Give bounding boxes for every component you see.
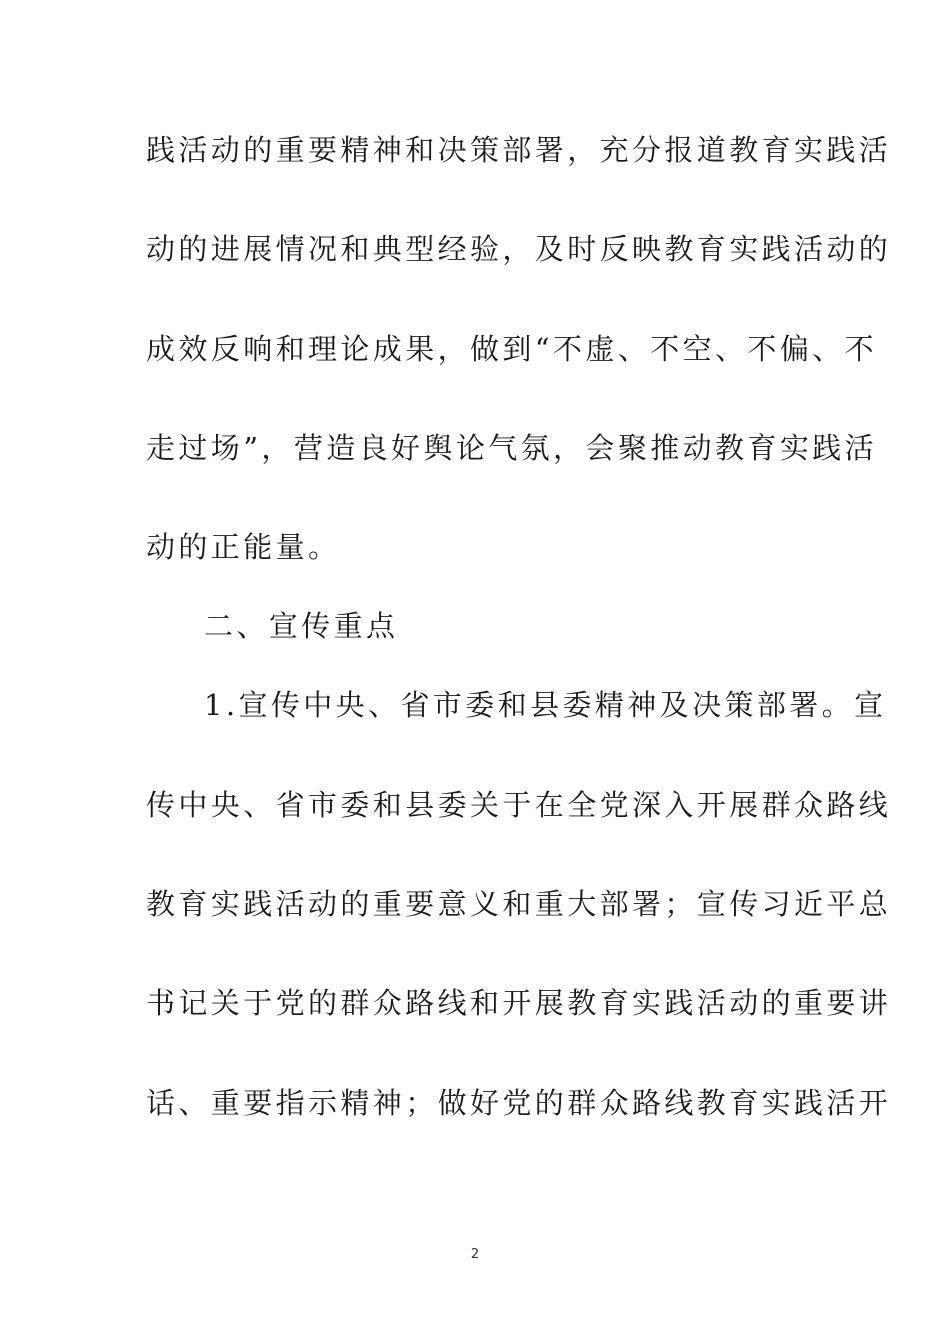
body-text-line: 书记关于党的群众路线和开展教育实践活动的重要讲 (146, 986, 892, 1020)
body-text-line: 话、重要指示精神；做好党的群众路线教育实践活开 (146, 1086, 892, 1120)
numbered-item-heading: 1.宣传中央、省市委和县委精神及决策部署。宣 (204, 688, 887, 722)
body-text-line: 成效反响和理论成果，做到“不虚、不空、不偏、不 (146, 332, 878, 366)
body-text-line: 传中央、省市委和县委关于在全党深入开展群众路线 (146, 788, 892, 822)
section-heading: 二、宣传重点 (204, 609, 399, 643)
body-text-line: 走过场”，营造良好舆论气氛，会聚推动教育实践活 (146, 431, 878, 465)
body-text-line: 教育实践活动的重要意义和重大部署；宣传习近平总 (146, 887, 892, 921)
body-text-line: 动的正能量。 (146, 530, 341, 564)
page-number: 2 (470, 1247, 480, 1262)
body-text-line: 动的进展情况和典型经验，及时反映教育实践活动的 (146, 232, 892, 266)
body-text-line: 践活动的重要精神和决策部署，充分报道教育实践活 (146, 133, 892, 167)
